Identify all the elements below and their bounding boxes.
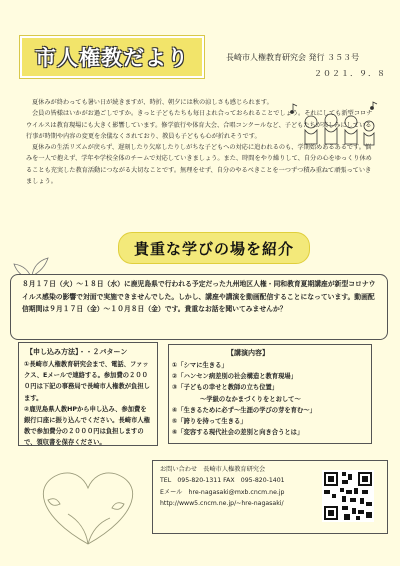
topics-list (172, 360, 366, 438)
contact-info (160, 464, 320, 509)
topic-item: ②「ハンセン病差別の社会構造と教育現場」 (172, 373, 297, 381)
topic-item: ③「子どもの幸せと教師の立ち位置」 (172, 384, 279, 392)
apply-list (24, 359, 152, 449)
feature-banner (118, 232, 310, 264)
title-plate (20, 36, 204, 78)
intro-paragraph: 夏休みの生活リズムが戻らず、遅刻したり欠席したりしがちな子どもへの対応に追われるのも、学期始めあるあるです。悩みを一人で抱えず、学年や学校全体のチームで対応していきましょう。また、時間をやり繰りして、自分の心をゆっくり休めることも充実した教育活動につながる大切なことです。無理をせず、自分のやるべきことを一つずつ積み重ねて頑張っていきましょう。 (26, 144, 372, 186)
contact-heading: お問い合わせ 長崎市人権教育研究会 (160, 466, 266, 473)
topic-item: ①「シマに生きる」 (172, 362, 228, 369)
apply-item: ②鹿児島県人教HPから申し込み、参加費を銀行口座に振り込んでください。長崎市人権教で参加費分の２０００円は負担しますので、領収書を保存ください。 (24, 405, 150, 447)
apply-item: ①長崎市人権教育研究会まで、電話、ファックス、Eメールで連絡する。参加費の２０００円は下記の事務局で長崎市人権教が負担します。 (24, 361, 150, 402)
topic-subtitle: ～学級のなかまづくりをとおして～ (200, 395, 301, 403)
contact-url[interactable]: http://www5.cncm.ne.jp/~hre-nagasaki/ (160, 499, 284, 507)
heart-leaf-illustration (28, 460, 148, 550)
apply-title: 【申し込み方法】・・２パターン (26, 348, 128, 356)
issuer-line: 長崎市人権教育研究会 発行 ３５３号 (226, 53, 360, 62)
contact-phone-fax: TEL 095-820-1311 FAX 095-820-1401 (160, 477, 285, 485)
newsletter-title: 市人権教だより (35, 46, 189, 70)
topic-item: ④「生きるために必ず～生涯の学びの芽を育む～」 (172, 406, 316, 414)
qr-code-icon[interactable] (322, 470, 374, 522)
intro-text (26, 97, 376, 187)
intro-paragraph: 会員の皆様はいかがお過ごしですか。きっと子どもたちも毎日よれ合っておられることでしょう。それにしても新型コロナウイルスは教育現場にも大きく影響しています。修学旅行や体育大会、合唱コンクールなど、子どもたちが楽しみにしている行事が時期や内容の変更を余儀なくされており、教員も子どもも心が折れそうです。 (26, 110, 373, 140)
issue-date: ２０２１．９．８ (314, 69, 386, 78)
contact-email[interactable]: Eメール hre-nagasaki@mxb.cncm.ne.jp (160, 488, 285, 496)
banner-label: 貴重な学びの場を紹介 (133, 239, 294, 258)
topics-title: 【講演内容】 (227, 349, 269, 357)
topic-item: ⑥「変容する現代社会の差別と向き合うとは」 (172, 429, 304, 437)
intro-paragraph: 夏休みが終わっても暑い日が続きますが、時折、朝夕には秋の涼しさも感じられます。 (32, 99, 273, 106)
event-description: ８月１７日（火）～１８日（水）に鹿児島県で行われる予定だった九州地区人権・同和教育夏期講座が新型コロナウイルス感染の影響で対面で実施できませんでした。しかし、講座や講演を動画配信することになっています。動画配信期間は９月１７日（金）～１０月８日（金）です。貴重なお話を聞いてみませんか？ (22, 280, 376, 314)
topic-item: ⑤「誇りを持って生きる」 (172, 418, 247, 426)
